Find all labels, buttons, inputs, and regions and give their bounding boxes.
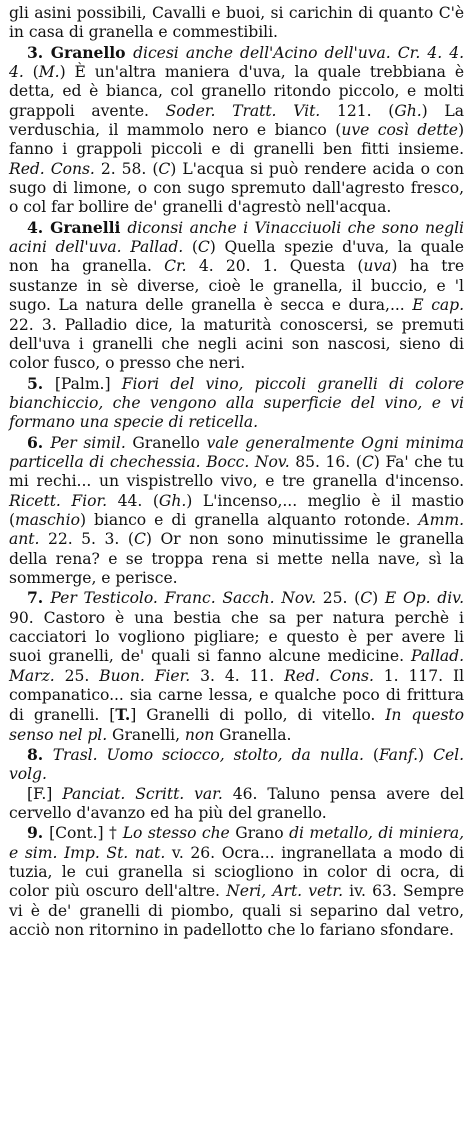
text-segment: Granella. xyxy=(214,725,292,744)
text-segment: v. 26. Ocra... ingranellata a modo di tuzia, le cui granella si sciogliono in color di ocra, di color più oscuro dell'altre. xyxy=(9,843,464,901)
entry-paragraph-p8b xyxy=(9,785,464,824)
text-segment: Trasl. Uomo sciocco, stolto, da nulla. xyxy=(52,746,364,765)
text-segment: Per simil. xyxy=(50,433,126,452)
text-segment: 5. xyxy=(27,373,55,393)
text-column xyxy=(9,4,464,941)
text-segment: 8. xyxy=(27,745,53,765)
text-segment: iv. 63. Sempre vi è de' granelli di piombo, quali si separino dal vetro, acciò non ritornino in padellotto che lo fariano sfondare. xyxy=(9,882,465,940)
text-segment: [Palm.] xyxy=(54,374,122,393)
text-segment: Panciat. Scritt. var. xyxy=(62,784,223,803)
text-segment: Cel. volg. xyxy=(9,746,464,784)
text-segment: Soder. Tratt. Vit. xyxy=(165,101,321,120)
text-segment: gli asini possibili, Cavalli e buoi, si carichin di quanto C'è in casa di granella e commestibili. xyxy=(9,4,464,42)
text-segment: non xyxy=(184,725,215,744)
text-segment: ) L'acqua si può rendere acida o con sugo di limone, o con sugo spremuto dall'agresto fresco, o col far bollire de' granelli d'agrestò nell'acqua. xyxy=(9,159,464,217)
text-segment: ) fanno i grappoli piccoli e di granelli ben fitti insieme. xyxy=(9,121,464,159)
text-segment: ] Granelli di pollo, di vitello. xyxy=(130,706,386,725)
text-segment: C xyxy=(197,238,210,257)
text-segment: ) È un'altra maniera d'uva, la quale trebbiana è detta, ed è bianca, col granello ritondo piccolo, e molti grappoli avente. xyxy=(9,63,465,120)
text-segment: dicesi anche dell'Acino dell'uva. Cr. 4. 4. 4. xyxy=(9,43,464,82)
text-segment: maschio xyxy=(15,510,80,529)
entry-paragraph-p3 xyxy=(9,43,464,218)
text-segment: Granello xyxy=(125,433,207,452)
text-segment: Red. Cons. xyxy=(284,666,374,685)
text-segment: Amm. ant. xyxy=(9,510,464,549)
text-segment: ) L'incenso,... meglio è il mastio ( xyxy=(9,491,464,529)
text-segment: 121. ( xyxy=(320,101,395,120)
text-segment: 4. Granelli xyxy=(27,217,128,237)
text-segment: Gh. xyxy=(394,101,422,120)
text-segment: ) xyxy=(372,589,385,608)
entry-paragraph-p9 xyxy=(9,823,464,940)
text-segment: 90. Castoro è una bestia che sa per natura perchè i cacciatori lo vogliono pigliare; e questo è per avere li suoi granelli, de' quali si fanno alcune medicine. xyxy=(9,608,464,666)
text-segment: ) Or non sono minutissime le granella della rena? e se troppa rena si mette nella nave, sì la sommerge, e perisce. xyxy=(9,530,464,587)
text-segment: ( xyxy=(23,63,39,82)
entry-paragraph-p8 xyxy=(9,745,464,785)
text-segment: Cr. xyxy=(164,257,187,276)
entry-paragraph-p0 xyxy=(9,4,464,43)
text-segment: C xyxy=(361,452,374,471)
text-segment: Buon. Fier. xyxy=(99,666,191,685)
text-segment: 22. 3. Palladio dice, la maturità conoscersi, se premuti dell'uva i granelli che negli acini son nascosi, sieno di color fusco, o presso che neri. xyxy=(9,315,464,373)
text-segment: 22. 5. 3. ( xyxy=(39,530,134,549)
text-segment: M. xyxy=(38,63,60,82)
text-segment: 46. Taluno pensa avere del cervello d'avanzo ed ha più del granello. xyxy=(9,784,464,823)
text-segment: Granelli, xyxy=(107,725,185,744)
text-segment: Ricett. Fior. xyxy=(9,491,108,510)
text-segment: [Cont.] † xyxy=(49,824,123,843)
text-segment: C xyxy=(158,159,171,178)
text-segment: ) Quella spezie d'uva, la quale non ha granella. xyxy=(9,238,464,276)
text-segment: In questo senso nel pl. xyxy=(9,706,464,744)
entry-paragraph-p4 xyxy=(9,218,464,374)
text-segment: Grano xyxy=(229,824,290,843)
text-segment: uve così dette xyxy=(341,121,458,140)
text-segment: Gh. xyxy=(158,491,187,510)
text-segment: T. xyxy=(115,705,131,725)
text-segment: 44. ( xyxy=(107,491,159,510)
text-segment: 85. 16. ( xyxy=(289,452,362,471)
text-segment: Fanf. xyxy=(378,746,418,765)
text-segment: 3. 4. 11. xyxy=(190,666,285,685)
text-segment: uva xyxy=(363,257,392,276)
text-segment: Per Testicolo. Franc. Sacch. Nov. xyxy=(50,589,316,608)
text-segment: Pallad. Marz. xyxy=(9,647,464,685)
text-segment: 7. xyxy=(27,588,51,608)
text-segment: ( xyxy=(363,746,379,765)
text-segment: [F.] xyxy=(27,784,63,803)
text-segment: 4. 20. 1. Questa ( xyxy=(186,257,364,276)
text-segment: C xyxy=(133,530,146,549)
text-segment: ) ha tre sustanze in sè diverse, cioè le granella, il buccio, e 'l sugo. La natura delle granella è secca e dura,... xyxy=(9,257,464,315)
entry-paragraph-p6 xyxy=(9,433,464,589)
text-segment: ( xyxy=(183,238,198,257)
text-segment: Fiori del vino, piccoli granelli di colore bianchiccio, che vengono alla superficie del vino, e vi formano una specie di reticella. xyxy=(9,374,465,432)
text-segment: 1. 117. Il companatico... sia carne lessa, e qualche poco di frittura di granelli. [ xyxy=(9,666,465,725)
text-segment: 3. Granello xyxy=(27,42,134,62)
text-segment: ) La verduschia, il mammolo nero e bianco ( xyxy=(9,101,464,140)
text-segment: 25. ( xyxy=(316,589,361,608)
text-segment: 6. xyxy=(27,432,51,452)
text-segment: di metallo, di miniera, e sim. Imp. St. nat. xyxy=(9,824,465,862)
text-segment: 9. xyxy=(27,823,50,843)
text-segment: 2. 58. ( xyxy=(94,159,159,178)
text-segment: Red. Cons. xyxy=(9,159,95,178)
text-segment: ) bianco e di granella alquanto rotonde. xyxy=(79,510,419,529)
text-segment: 25. xyxy=(54,666,100,685)
text-segment: diconsi anche i Vinacciuoli che sono negli acini dell'uva. Pallad. xyxy=(9,218,464,257)
text-segment: vale generalmente Ogni minima particella di chechessia. Bocc. Nov. xyxy=(9,433,464,471)
entry-paragraph-p7 xyxy=(9,588,464,745)
text-segment: Lo stesso che xyxy=(122,824,230,843)
text-segment: ) xyxy=(418,746,434,765)
text-segment: ) Fa' che tu mi rechi... un vispistrello vivo, e tre granella d'incenso. xyxy=(9,452,464,491)
text-segment: C xyxy=(360,589,373,608)
text-segment: E cap. xyxy=(412,296,464,315)
text-segment: E Op. div. xyxy=(384,589,464,608)
text-segment: Neri, Art. vetr. xyxy=(226,882,343,901)
entry-paragraph-p5 xyxy=(9,374,464,433)
